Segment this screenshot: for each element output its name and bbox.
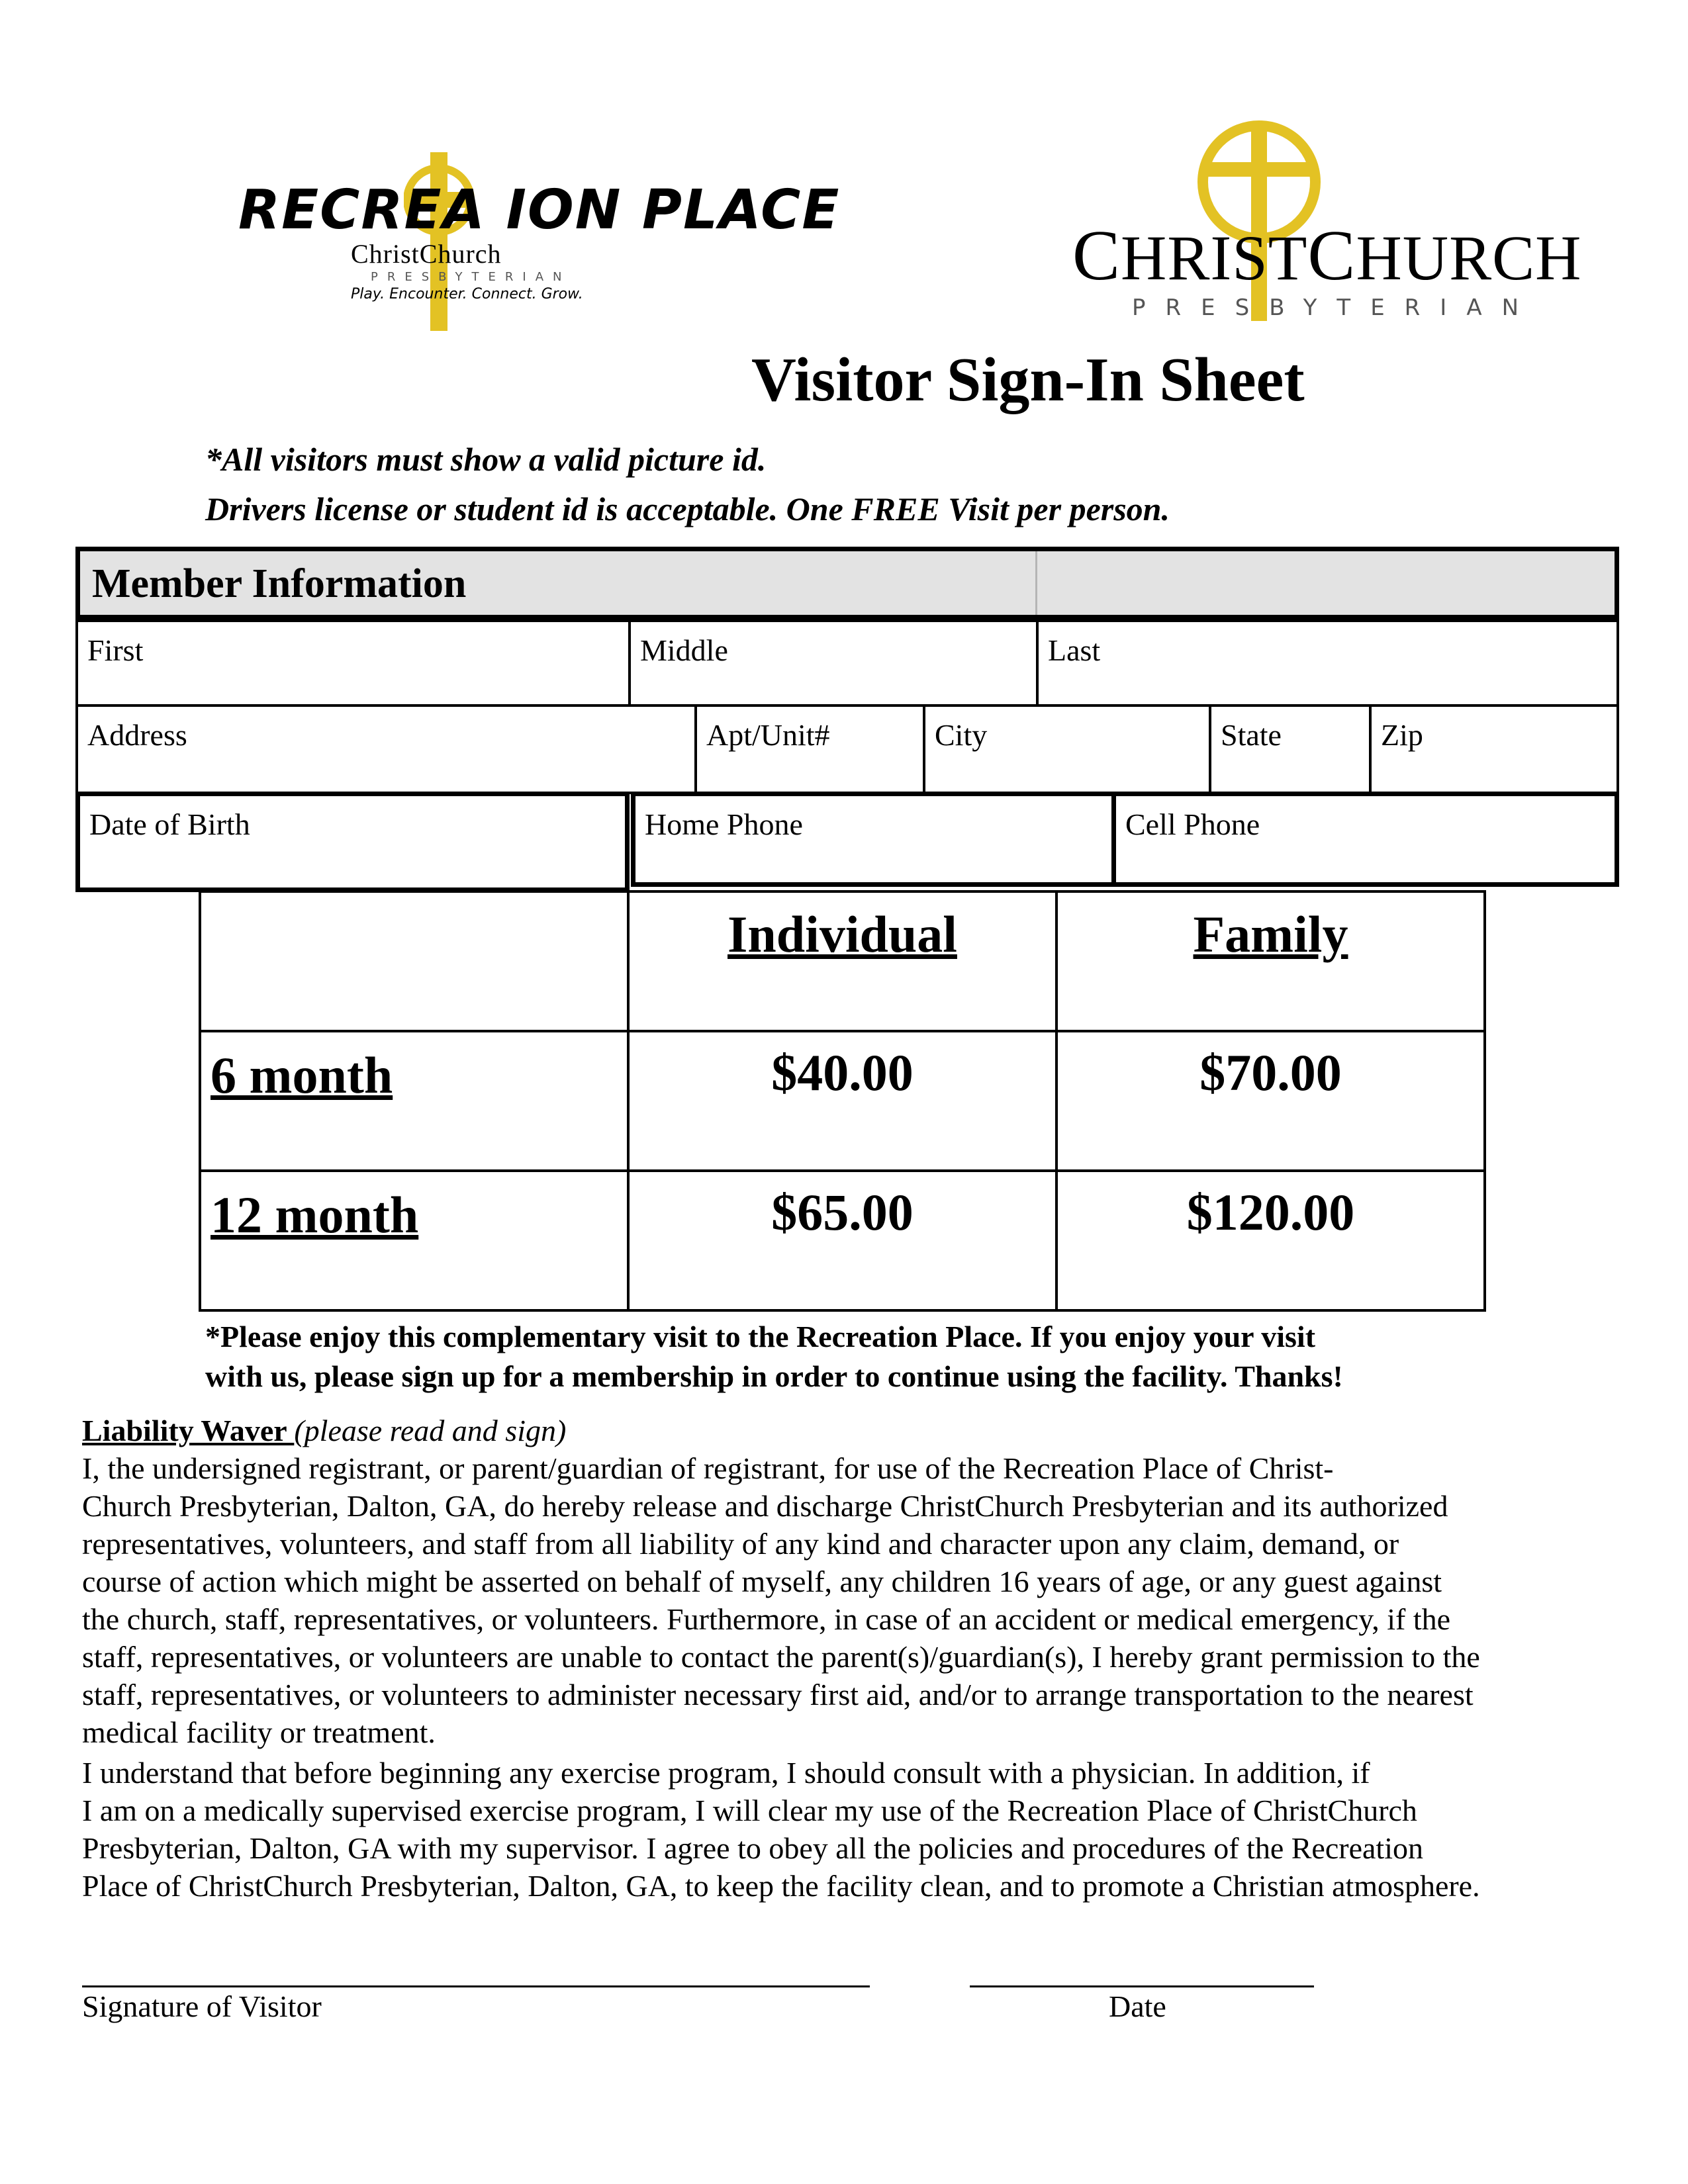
liability-waiver-heading <box>82 1413 566 1448</box>
term-cell: 12 month <box>200 1171 628 1310</box>
waiver-paragraph-2: I understand that before beginning any exercise program, I should consult with a physician. In addition, if I am on a medically supervised exercise program, I will clear my use of the Recreation Place of ChristChurch Presbyterian, Dalton, GA with my supervisor. I agree to obey all the policies and procedures of the Recreation Place of ChristChurch Presbyterian, Dalton, GA, to keep the facility clean, and to promote a Christian atmosphere. <box>82 1756 1480 1903</box>
individual-price-cell: $65.00 <box>628 1171 1056 1310</box>
family-price-cell: $70.00 <box>1056 1031 1485 1171</box>
date-label: Date <box>1109 1989 1166 2023</box>
logo-church-name: ChristChurch <box>351 239 502 269</box>
individual-column-header: Individual <box>628 891 1056 1031</box>
address-field[interactable] <box>75 704 697 794</box>
visitor-signature-label: Signature of Visitor <box>82 1989 322 2023</box>
waiver-paragraph-1: I, the undersigned registrant, or parent/guardian of registrant, for use of the Recreation Place of Christ- Church Presbyterian, Dalton, GA, do hereby release and discharge ChristChurch Presbyterian and its authorized representatives, volunteers, and staff from all liability of any kind and character upon any claim, demand, or course of action which might be asserted on behalf of myself, any children 16 years of age, or any guest against the church, staff, representatives, or volunteers. Furthermore, in case of an accident or medical emergency, if the staff, representatives, or volunteers are unable to contact the parent(s)/guardian(s), I hereby grant permission to the staff, representatives, or volunteers to administer necessary first aid, and/or to arrange transportation to the nearest medical facility or treatment. <box>82 1451 1480 1749</box>
last-name-field[interactable] <box>1036 619 1619 707</box>
family-price-cell: $120.00 <box>1056 1171 1485 1310</box>
page-title: Visitor Sign-In Sheet <box>751 345 1305 414</box>
first-name-label: First <box>87 633 144 667</box>
pricing-corner-cell <box>200 891 628 1031</box>
table-row <box>200 1171 1485 1310</box>
middle-name-field[interactable] <box>628 619 1039 707</box>
recreation-place-logo <box>238 139 841 338</box>
membership-pricing-table <box>199 890 1486 1312</box>
visitor-signature-line[interactable] <box>82 1985 870 1987</box>
city-field[interactable] <box>923 704 1211 794</box>
cell-phone-label: Cell Phone <box>1125 807 1260 841</box>
cell-phone-field[interactable] <box>1111 792 1619 887</box>
middle-name-label: Middle <box>640 633 728 667</box>
date-of-birth-label: Date of Birth <box>89 807 250 841</box>
city-label: City <box>935 718 988 752</box>
header-divider <box>1035 551 1037 615</box>
first-name-field[interactable] <box>75 619 631 707</box>
table-row <box>200 891 1485 1031</box>
complementary-visit-line1: *Please enjoy this complementary visit to the Recreation Place. If you enjoy your visit <box>205 1320 1316 1353</box>
complementary-visit-note <box>205 1317 1343 1396</box>
id-acceptable-note: Drivers license or student id is acceptable. One FREE Visit per person. <box>205 490 1170 527</box>
zip-field[interactable] <box>1369 704 1619 794</box>
member-info-title: Member Information <box>92 561 467 606</box>
zip-label: Zip <box>1381 718 1423 752</box>
home-phone-field[interactable] <box>631 792 1116 887</box>
logo-tagline: Play. Encounter. Connect. Grow. <box>351 286 583 302</box>
individual-price-cell: $40.00 <box>628 1031 1056 1171</box>
apt-unit-field[interactable] <box>694 704 925 794</box>
logo-denomination: PRESBYTERIAN <box>1132 295 1539 321</box>
waiver-title: Liability Waver <box>82 1414 295 1447</box>
date-signature-line[interactable] <box>970 1985 1314 1987</box>
family-column-header: Family <box>1056 891 1485 1031</box>
id-requirement-note: *All visitors must show a valid picture id. <box>205 441 767 478</box>
logo-church-name: CHRISTCHURCH <box>1072 216 1582 295</box>
state-field[interactable] <box>1209 704 1372 794</box>
logo-denomination: PRESBYTERIAN <box>371 270 571 284</box>
complementary-visit-line2: with us, please sign up for a membership in order to continue using the facility. Thanks! <box>205 1359 1343 1393</box>
christchurch-logo <box>1072 116 1582 334</box>
logo-wordmark: RECREA ION PLACE <box>238 179 841 242</box>
waiver-instruction: (please read and sign) <box>294 1414 567 1447</box>
date-of-birth-field[interactable] <box>75 792 630 892</box>
table-row <box>200 1031 1485 1171</box>
address-label: Address <box>87 718 187 752</box>
home-phone-label: Home Phone <box>645 807 803 841</box>
state-label: State <box>1221 718 1282 752</box>
member-info-header <box>75 547 1619 619</box>
last-name-label: Last <box>1048 633 1101 667</box>
term-cell: 6 month <box>200 1031 628 1171</box>
apt-unit-label: Apt/Unit# <box>706 718 830 752</box>
